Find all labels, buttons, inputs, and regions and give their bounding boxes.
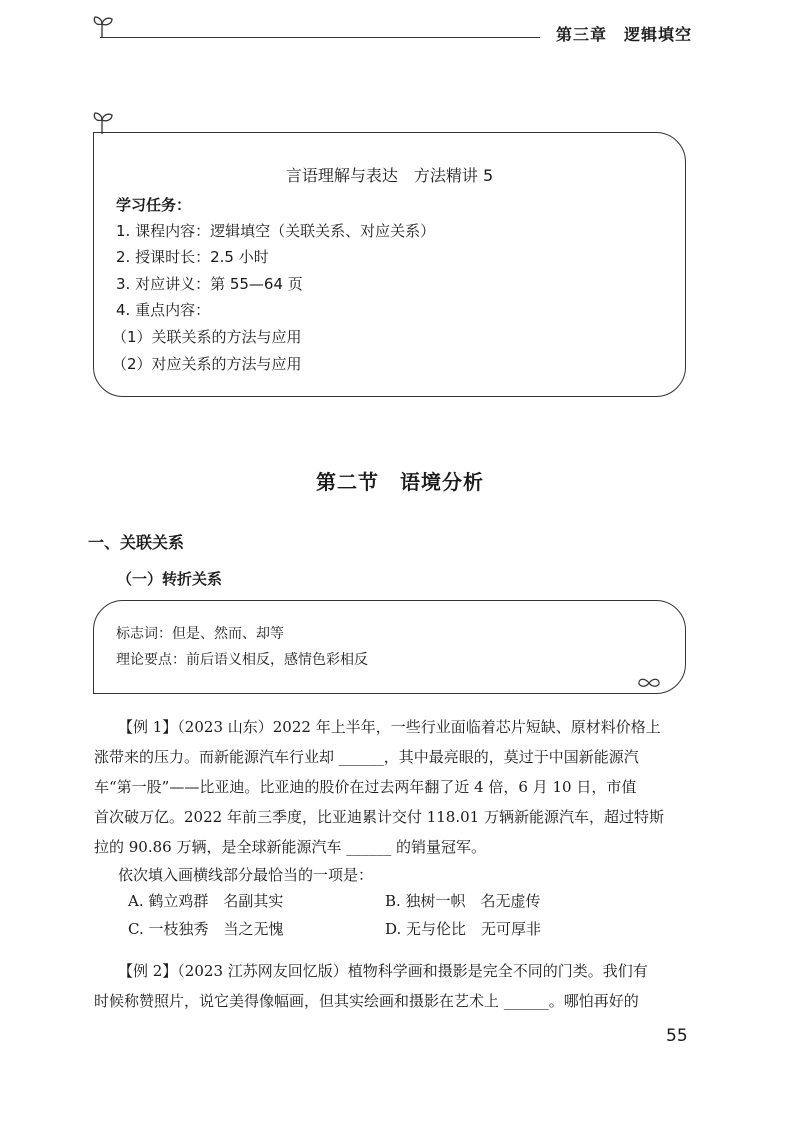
task-item: 4. 重点内容： xyxy=(116,301,211,319)
task-item: 1. 课程内容：逻辑填空（关联关系、对应关系） xyxy=(116,222,436,240)
section-title: 第二节 语境分析 xyxy=(316,470,484,494)
example-1-line: 车“第一股”——比亚迪。比亚迪的股价在过去两年翻了近 4 倍，6 月 10 日，市值 xyxy=(94,778,637,796)
task-item: 3. 对应讲义：第 55—64 页 xyxy=(116,275,303,293)
example-1-line: 涨带来的压力。而新能源汽车行业却 ______，其中最亮眼的，莫过于中国新能源汽 xyxy=(94,748,639,766)
example-1-line: 首次破万亿。2022 年前三季度，比亚迪累计交付 118.01 万辆新能源汽车，超过特斯 xyxy=(94,808,664,826)
chapter-title: 第三章 逻辑填空 xyxy=(556,25,693,44)
example-1-line: 【例 1】（2023 山东）2022 年上半年，一些行业面临着芯片短缺、原材料价格上 xyxy=(118,718,661,736)
heading-level-1: 一、关联关系 xyxy=(88,533,185,552)
example-1-question: 依次填入画横线部分最恰当的一项是： xyxy=(118,866,374,884)
task-box-title: 言语理解与表达 方法精讲 5 xyxy=(285,166,494,185)
sprout-icon xyxy=(636,675,662,691)
option-a: A. 鹤立鸡群 名副其实 xyxy=(128,892,284,910)
example-2-line: 时候称赞照片，说它美得像幅画，但其实绘画和摄影在艺术上 ______。哪怕再好的 xyxy=(94,992,639,1010)
example-1-line: 拉的 90.86 万辆，是全球新能源汽车 ______ 的销量冠军。 xyxy=(94,838,487,856)
task-item: 2. 授课时长：2.5 小时 xyxy=(116,248,269,266)
theory-line: 理论要点：前后语义相反，感情色彩相反 xyxy=(116,652,368,668)
option-d: D. 无与伦比 无可厚非 xyxy=(385,920,542,938)
learning-task-box xyxy=(93,132,686,397)
page-number: 55 xyxy=(666,1026,688,1046)
header-rule xyxy=(100,37,540,38)
task-item: （1）关联关系的方法与应用 xyxy=(112,328,302,346)
example-2-line: 【例 2】（2023 江苏网友回忆版）植物科学画和摄影是完全不同的门类。我们有 xyxy=(118,962,648,980)
option-c: C. 一枝独秀 当之无愧 xyxy=(128,920,284,938)
heading-level-2: （一）转折关系 xyxy=(117,570,223,588)
task-item: （2）对应关系的方法与应用 xyxy=(112,355,302,373)
option-b: B. 独树一帜 名无虚传 xyxy=(385,892,541,910)
keyword-box xyxy=(93,600,686,694)
keyword-line: 标志词：但是、然而、却等 xyxy=(116,626,284,642)
task-box-label: 学习任务： xyxy=(116,196,192,214)
